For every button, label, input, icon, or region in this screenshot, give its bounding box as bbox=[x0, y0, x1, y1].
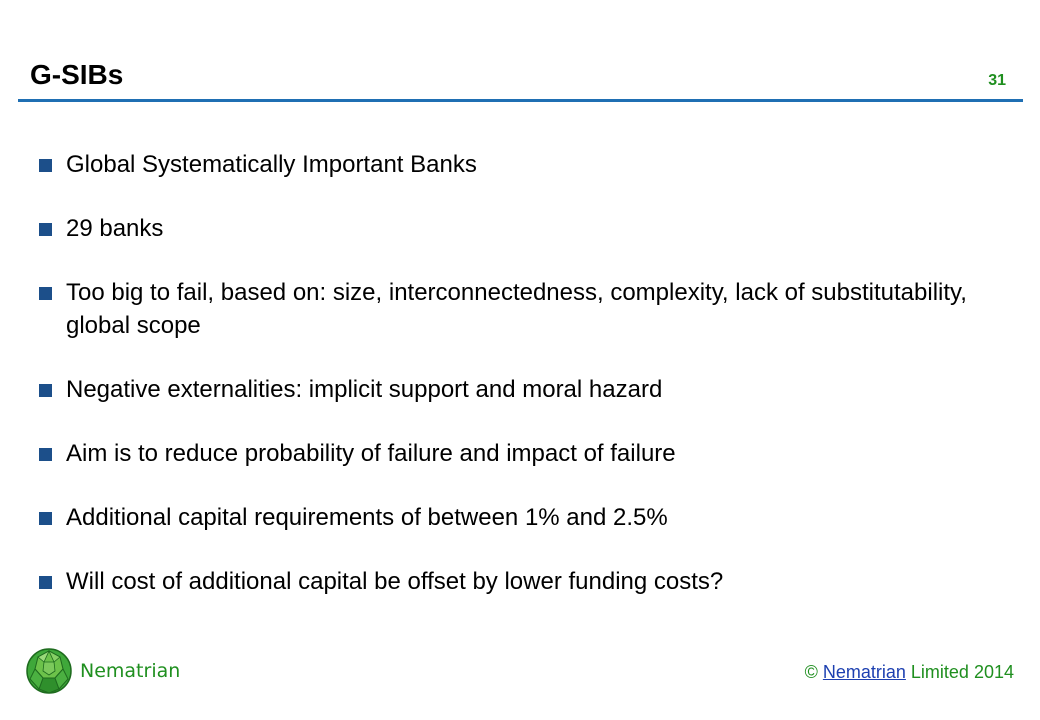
bullet-item bbox=[38, 501, 978, 534]
square-bullet-icon bbox=[39, 512, 52, 525]
square-bullet-icon bbox=[39, 384, 52, 397]
bullet-item bbox=[38, 437, 978, 470]
slide-number: 31 bbox=[988, 72, 1006, 89]
green-polyhedron-logo-icon bbox=[25, 647, 73, 695]
nematrian-link[interactable]: Nematrian bbox=[822, 662, 906, 682]
bullet-text: Global Systematically Important Banks bbox=[66, 151, 477, 178]
bullet-item bbox=[38, 373, 978, 406]
footer-copyright bbox=[805, 662, 1014, 683]
bullet-text: Aim is to reduce probability of failure and impact of failure bbox=[66, 440, 676, 467]
square-bullet-icon bbox=[39, 287, 52, 300]
title-divider bbox=[18, 99, 1023, 102]
bullet-item bbox=[38, 565, 978, 598]
bullet-text: 29 banks bbox=[66, 215, 164, 242]
square-bullet-icon bbox=[39, 159, 52, 172]
square-bullet-icon bbox=[39, 448, 52, 461]
square-bullet-icon bbox=[39, 576, 52, 589]
footer-brand: Nematrian bbox=[80, 660, 181, 682]
slide-title: G-SIBs bbox=[30, 59, 124, 90]
bullet-item bbox=[38, 276, 978, 342]
bullet-list bbox=[38, 148, 978, 629]
copyright-symbol: © bbox=[804, 662, 818, 682]
copyright-text: Limited 2014 bbox=[910, 662, 1014, 682]
bullet-item bbox=[38, 148, 978, 181]
bullet-item bbox=[38, 212, 978, 245]
bullet-text: Too big to fail, based on: size, interconnectedness, complexity, lack of substitutability, global scope bbox=[66, 279, 967, 339]
bullet-text: Additional capital requirements of between 1% and 2.5% bbox=[66, 504, 668, 531]
bullet-text: Will cost of additional capital be offset by lower funding costs? bbox=[66, 568, 724, 595]
bullet-text: Negative externalities: implicit support and moral hazard bbox=[66, 376, 663, 403]
square-bullet-icon bbox=[39, 223, 52, 236]
